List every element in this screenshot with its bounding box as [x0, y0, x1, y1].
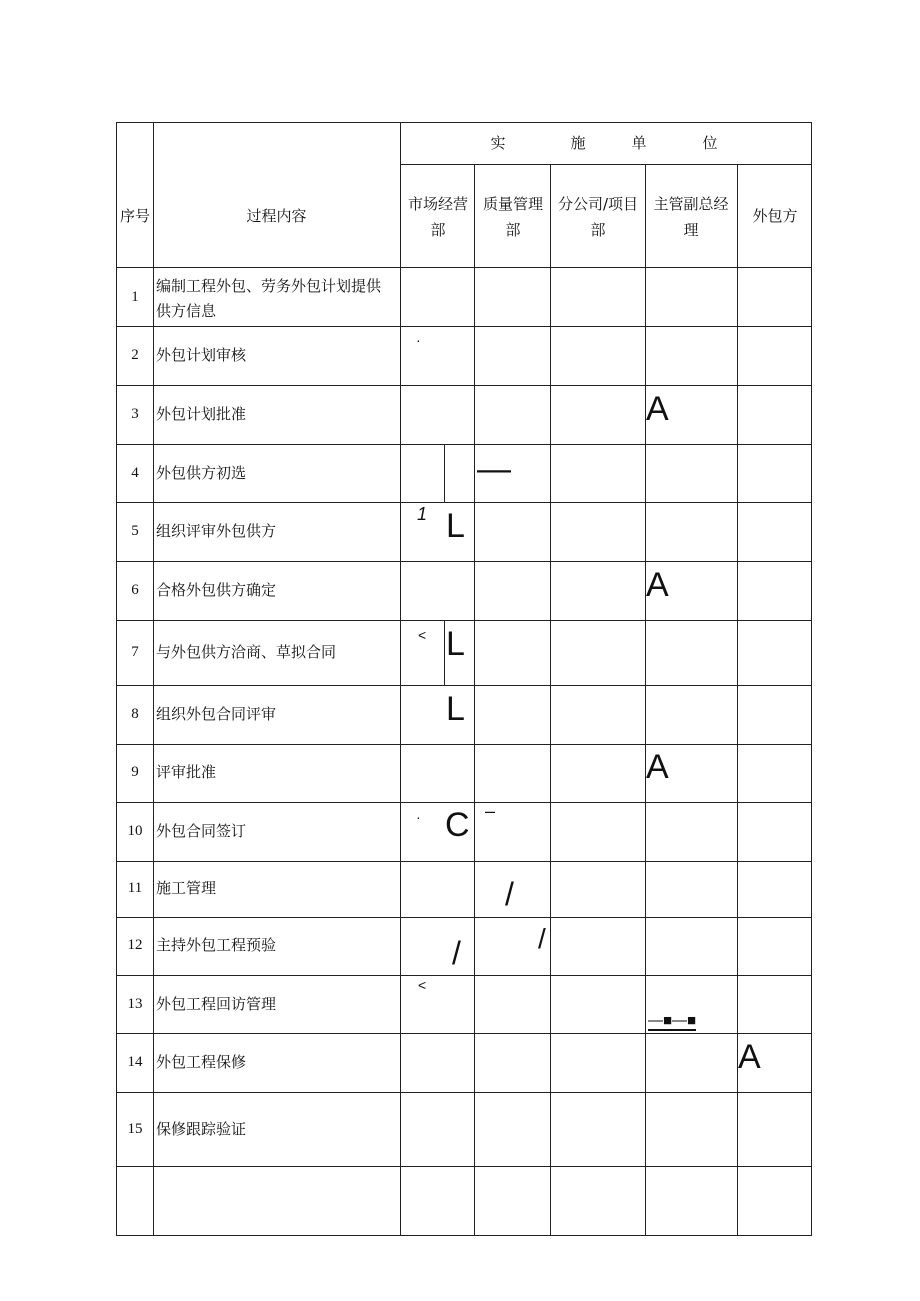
row-number: 13	[127, 996, 143, 1012]
mark-a: A	[646, 566, 669, 604]
row-number: 3	[131, 406, 139, 422]
row-number: 5	[131, 523, 139, 539]
header-bottom-border	[116, 267, 812, 268]
header-units-char: 单	[631, 134, 647, 152]
mark-dash: —	[477, 450, 511, 488]
column-divider	[550, 164, 551, 1236]
mark-lt: <	[418, 627, 427, 643]
row-border	[116, 861, 812, 862]
mark-dot: ·	[416, 809, 421, 825]
header-units-char: 实	[490, 134, 506, 152]
row-border	[116, 444, 812, 445]
mark-one: 1	[417, 504, 428, 524]
header-seq: 序号	[119, 207, 150, 225]
units-subheader-border	[400, 164, 812, 165]
row-border	[116, 1033, 812, 1034]
process-content: 外包计划批准	[156, 405, 247, 423]
header-col-quality: 质量管理部	[482, 195, 543, 239]
mark-bar: —■—■	[648, 1012, 697, 1029]
row-border	[116, 975, 812, 976]
row-border	[116, 802, 812, 803]
stray-cell-line	[444, 444, 445, 502]
process-content: 施工管理	[156, 879, 217, 897]
header-col-vp: 主管副总经理	[653, 195, 729, 239]
process-content: 编制工程外包、劳务外包计划提供	[156, 277, 382, 295]
column-divider	[645, 164, 646, 1236]
process-content: 外包工程保修	[156, 1053, 247, 1071]
mark-a: A	[646, 390, 669, 428]
row-border	[116, 685, 812, 686]
header-col-branch: 分公司/项目部	[557, 195, 639, 239]
table-top-border	[116, 122, 812, 123]
process-content: 供方信息	[156, 302, 217, 320]
mark-dash: –	[485, 801, 496, 821]
header-col-market: 市场经营部	[407, 195, 468, 239]
mark-a: A	[738, 1038, 761, 1076]
row-number: 11	[127, 880, 143, 896]
column-divider	[474, 164, 475, 1236]
row-border	[116, 917, 812, 918]
row-number: 1	[131, 289, 139, 305]
row-border	[116, 1092, 812, 1093]
row-number: 7	[131, 644, 139, 660]
process-content: 组织评审外包供方	[156, 522, 277, 540]
row-number: 14	[127, 1054, 143, 1070]
process-content: 外包计划审核	[156, 346, 247, 364]
row-number: 9	[131, 764, 139, 780]
row-border	[116, 1166, 812, 1167]
row-border	[116, 620, 812, 621]
mark-l: L	[446, 690, 465, 728]
mark-c: C	[445, 806, 470, 844]
process-content: 组织外包合同评审	[156, 705, 277, 723]
process-content: 主持外包工程预验	[156, 936, 277, 954]
row-border	[116, 561, 812, 562]
stray-cell-line	[444, 620, 445, 685]
header-units-char: 施	[570, 134, 586, 152]
mark-slash: /	[538, 923, 546, 954]
process-content: 外包合同签订	[156, 822, 247, 840]
process-content: 与外包供方洽商、草拟合同	[156, 643, 337, 661]
row-number: 8	[131, 706, 139, 722]
mark-l: L	[446, 625, 465, 663]
header-process: 过程内容	[246, 207, 307, 225]
mark-dot: ·	[416, 332, 421, 348]
table-bottom-border	[116, 1235, 812, 1236]
process-content: 评审批准	[156, 763, 217, 781]
mark-slash: /	[505, 876, 514, 912]
process-content: 保修跟踪验证	[156, 1120, 247, 1138]
process-content: 外包供方初选	[156, 464, 247, 482]
row-number: 2	[131, 347, 139, 363]
table-right-border	[811, 122, 812, 1236]
mark-slash: /	[452, 935, 461, 971]
row-border	[116, 326, 812, 327]
mark-l: L	[446, 507, 465, 545]
row-border	[116, 744, 812, 745]
header-col-contractor: 外包方	[752, 207, 798, 225]
mark-a: A	[646, 748, 669, 786]
row-number: 12	[127, 937, 143, 953]
mark-lt: <	[418, 977, 427, 993]
row-number: 10	[127, 823, 143, 839]
row-number: 15	[127, 1121, 143, 1137]
row-border	[116, 502, 812, 503]
row-border	[116, 385, 812, 386]
process-content: 合格外包供方确定	[156, 581, 277, 599]
column-divider	[400, 122, 401, 1236]
row-number: 6	[131, 582, 139, 598]
process-content: 外包工程回访管理	[156, 995, 277, 1013]
header-units-char: 位	[702, 134, 718, 152]
row-number: 4	[131, 465, 139, 481]
